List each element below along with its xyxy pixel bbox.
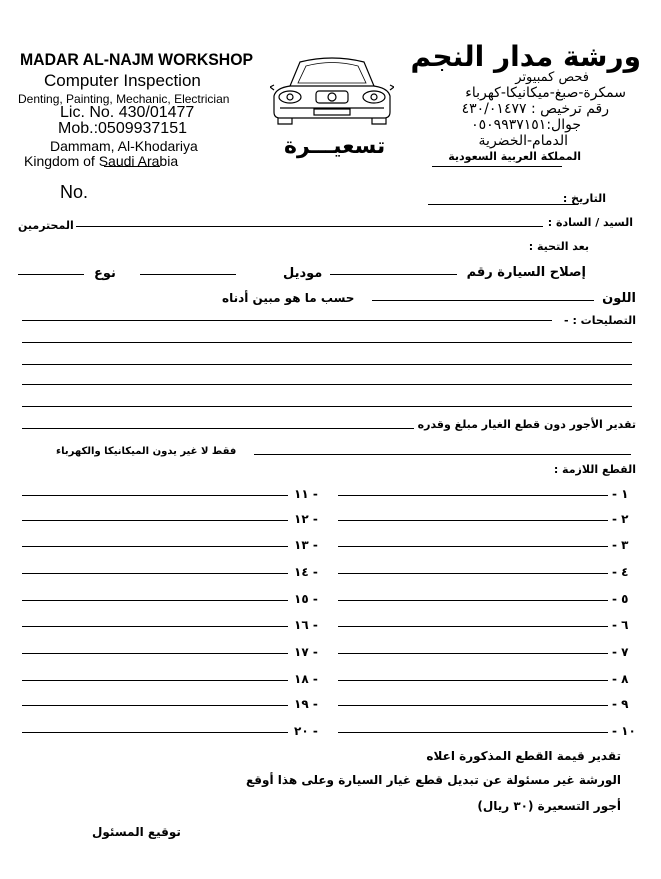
part-number-10: ١٠ - [612,724,636,738]
date-line[interactable] [428,204,578,205]
part-line-15[interactable] [22,600,288,601]
part-number-11: - ١١ [294,487,318,501]
part-number-16: - ١٦ [294,618,318,632]
part-number-19: - ١٩ [294,697,318,711]
city-ar: الدمام-الخضرية [478,133,568,149]
part-number-15: - ١٥ [294,592,318,606]
as-below-label: حسب ما هو مبين أدناه [222,291,355,305]
part-number-12: - ١٢ [294,512,318,526]
mobile-en: Mob.:0509937151 [58,120,187,137]
part-number-6: ٦ - [612,618,629,632]
color-label: اللون [602,291,636,306]
type-label: نوع [94,266,116,281]
workshop-name-ar: ورشة مدار النجم [410,40,641,73]
part-line-17[interactable] [22,653,288,654]
repairs-line-4[interactable] [22,384,632,385]
workshop-name-en: MADAR AL-NAJM WORKSHOP [20,50,254,69]
part-line-6[interactable] [338,626,608,627]
services-list-en: Denting, Painting, Mechanic, Electrician [18,92,230,106]
greeting-label: بعد التحية : [528,240,589,253]
mobile-ar: جوال:٠٥٠٩٩٣٧١٥١ [471,117,581,133]
part-line-16[interactable] [22,626,288,627]
type-line[interactable] [18,274,84,275]
service-en: Computer Inspection [44,71,201,90]
part-line-2[interactable] [338,520,608,521]
part-number-13: - ١٣ [294,538,318,552]
honorific-label: المحترمين [18,219,74,232]
recipient-label: السيد / السادة : [547,216,633,229]
header-underline-left [104,166,160,167]
part-number-20: - ٢٠ [294,724,318,738]
repairs-line-2[interactable] [22,342,632,343]
part-line-8[interactable] [338,680,608,681]
country-en: Kingdom of Saudi Arabia [24,153,179,169]
parts-value-label: تقدير قيمة القطع المذكورة اعلاه [426,749,621,763]
part-number-8: ٨ - [612,672,629,686]
part-line-3[interactable] [338,546,608,547]
part-line-13[interactable] [22,546,288,547]
part-number-14: - ١٤ [294,565,318,579]
signature-label: توقيع المسئول [92,825,181,839]
number-label: No. [60,182,89,202]
quotation-fee-label: أجور التسعيرة (٣٠ ريال) [477,799,621,813]
part-line-14[interactable] [22,573,288,574]
services-list-ar: سمكرة-صبغ-ميكانيكا-كهرباء [465,85,626,101]
part-line-10[interactable] [338,732,608,733]
part-number-1: ١ - [612,487,629,501]
part-line-5[interactable] [338,600,608,601]
model-label: موديل [283,266,323,281]
header-underline [432,166,562,167]
repairs-line-5[interactable] [22,406,632,407]
repairs-line-1[interactable] [22,320,552,321]
license-ar: رقم ترخيص : ٤٣٠/٠١٤٧٧ [461,101,609,117]
part-number-7: ٧ - [612,645,629,659]
city-en: Dammam, Al-Khodariya [50,138,198,154]
recipient-line[interactable] [76,226,543,227]
part-number-9: ٩ - [612,697,629,711]
car-illustration [270,52,394,126]
part-number-4: ٤ - [612,565,629,579]
part-number-3: ٣ - [612,538,629,552]
car-repair-label: إصلاح السيارة رقم [466,265,586,280]
part-number-17: - ١٧ [294,645,318,659]
labor-estimate-label: تقدير الأجور دون قطع الغيار مبلغ وقدره [417,418,636,431]
labor-estimate-line[interactable] [22,428,414,429]
part-line-4[interactable] [338,573,608,574]
part-line-11[interactable] [22,495,288,496]
country-ar: المملكة العربية السعودية [448,150,581,163]
part-number-18: - ١٨ [294,672,318,686]
color-line[interactable] [372,300,594,301]
car-number-line[interactable] [330,274,457,275]
model-line[interactable] [140,274,236,275]
part-line-20[interactable] [22,732,288,733]
labor-only-label: فقط لا غير يدون الميكانيكا والكهرباء [56,446,237,457]
part-line-19[interactable] [22,705,288,706]
disclaimer-text: الورشة غير مسئولة عن تبديل قطع غيار السيارة وعلى هذا أوقع [245,773,621,787]
parts-needed-label: القطع اللازمة : [553,463,636,476]
part-line-9[interactable] [338,705,608,706]
labor-amount-line[interactable] [254,454,631,455]
document-title: تسعيـــرة [284,134,386,159]
part-line-12[interactable] [22,520,288,521]
service-ar: فحص كمبيوتر [515,70,589,85]
repairs-line-3[interactable] [22,364,632,365]
repairs-label: التصليحات : - [564,314,636,327]
part-line-1[interactable] [338,495,608,496]
part-number-5: ٥ - [612,592,629,606]
license-en: Lic. No. 430/01477 [60,104,195,121]
part-line-7[interactable] [338,653,608,654]
date-label: التاريخ : [562,192,606,205]
part-line-18[interactable] [22,680,288,681]
part-number-2: ٢ - [612,512,629,526]
